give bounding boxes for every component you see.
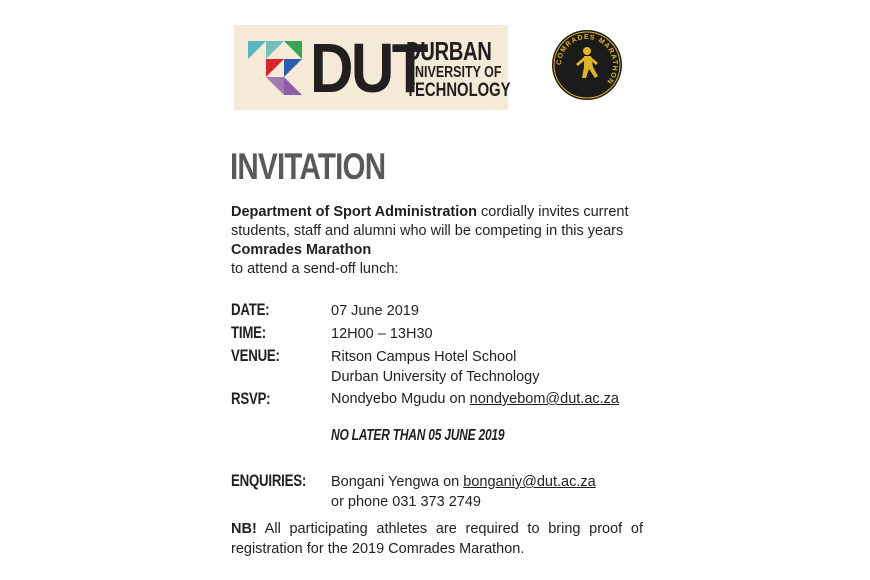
- dut-fullname: [406, 36, 511, 101]
- intro-text-2: to attend a send-off lunch:: [231, 261, 399, 277]
- venue-line-2: Durban University of Technology: [331, 369, 540, 385]
- intro-event: Comrades Marathon: [231, 242, 372, 258]
- nb-label: NB!: [231, 521, 257, 537]
- intro-org: Department of Sport Administration: [231, 204, 477, 220]
- dut-line-1: DURBAN: [406, 36, 492, 66]
- comrades-ring-text: COMRADES MARATHON: [555, 33, 619, 86]
- enquiries-value: [331, 472, 596, 512]
- enquiries-contact: Bongani Yengwa on: [331, 474, 464, 490]
- venue-line-1: Ritson Campus Hotel School: [331, 349, 517, 365]
- time-value: 12H00 – 13H30: [331, 326, 433, 342]
- rsvp-deadline: NO LATER THAN 05 JUNE 2019: [331, 427, 505, 444]
- nb-text: All participating athletes are required to bring proof of registration for the 2019 Comrades Marathon.: [231, 521, 643, 557]
- enquiries-label: ENQUIRIES:: [231, 471, 307, 490]
- rsvp-email-link[interactable]: nondyebom@dut.ac.za: [469, 391, 619, 407]
- intro-text-1: cordially invites current students, staff and alumni who will be competing in this years: [231, 204, 629, 239]
- rsvp-contact: Nondyebo Mgudu on: [331, 391, 470, 407]
- date-value: 07 June 2019: [331, 303, 419, 319]
- date-label: DATE:: [231, 300, 270, 319]
- intro-paragraph: [231, 203, 643, 279]
- rsvp-value: [331, 389, 619, 409]
- enquiries-phone: or phone 031 373 2749: [331, 494, 481, 510]
- nb-note: [231, 519, 643, 559]
- dut-line-3: TECHNOLOGY: [406, 80, 511, 101]
- dut-logo: [234, 25, 511, 110]
- rsvp-label: RSVP:: [231, 389, 271, 408]
- enquiries-email-link[interactable]: bonganiy@dut.ac.za: [463, 474, 596, 490]
- page-title: INVITATION: [230, 146, 386, 187]
- time-label: TIME:: [231, 323, 266, 342]
- venue-value: [331, 347, 539, 387]
- dut-wordmark: DUT: [310, 29, 426, 107]
- comrades-marathon-logo: [551, 29, 623, 101]
- dut-triangles-icon: [246, 39, 306, 99]
- dut-line-2: UNIVERSITY OF: [406, 64, 502, 81]
- venue-label: VENUE:: [231, 346, 280, 365]
